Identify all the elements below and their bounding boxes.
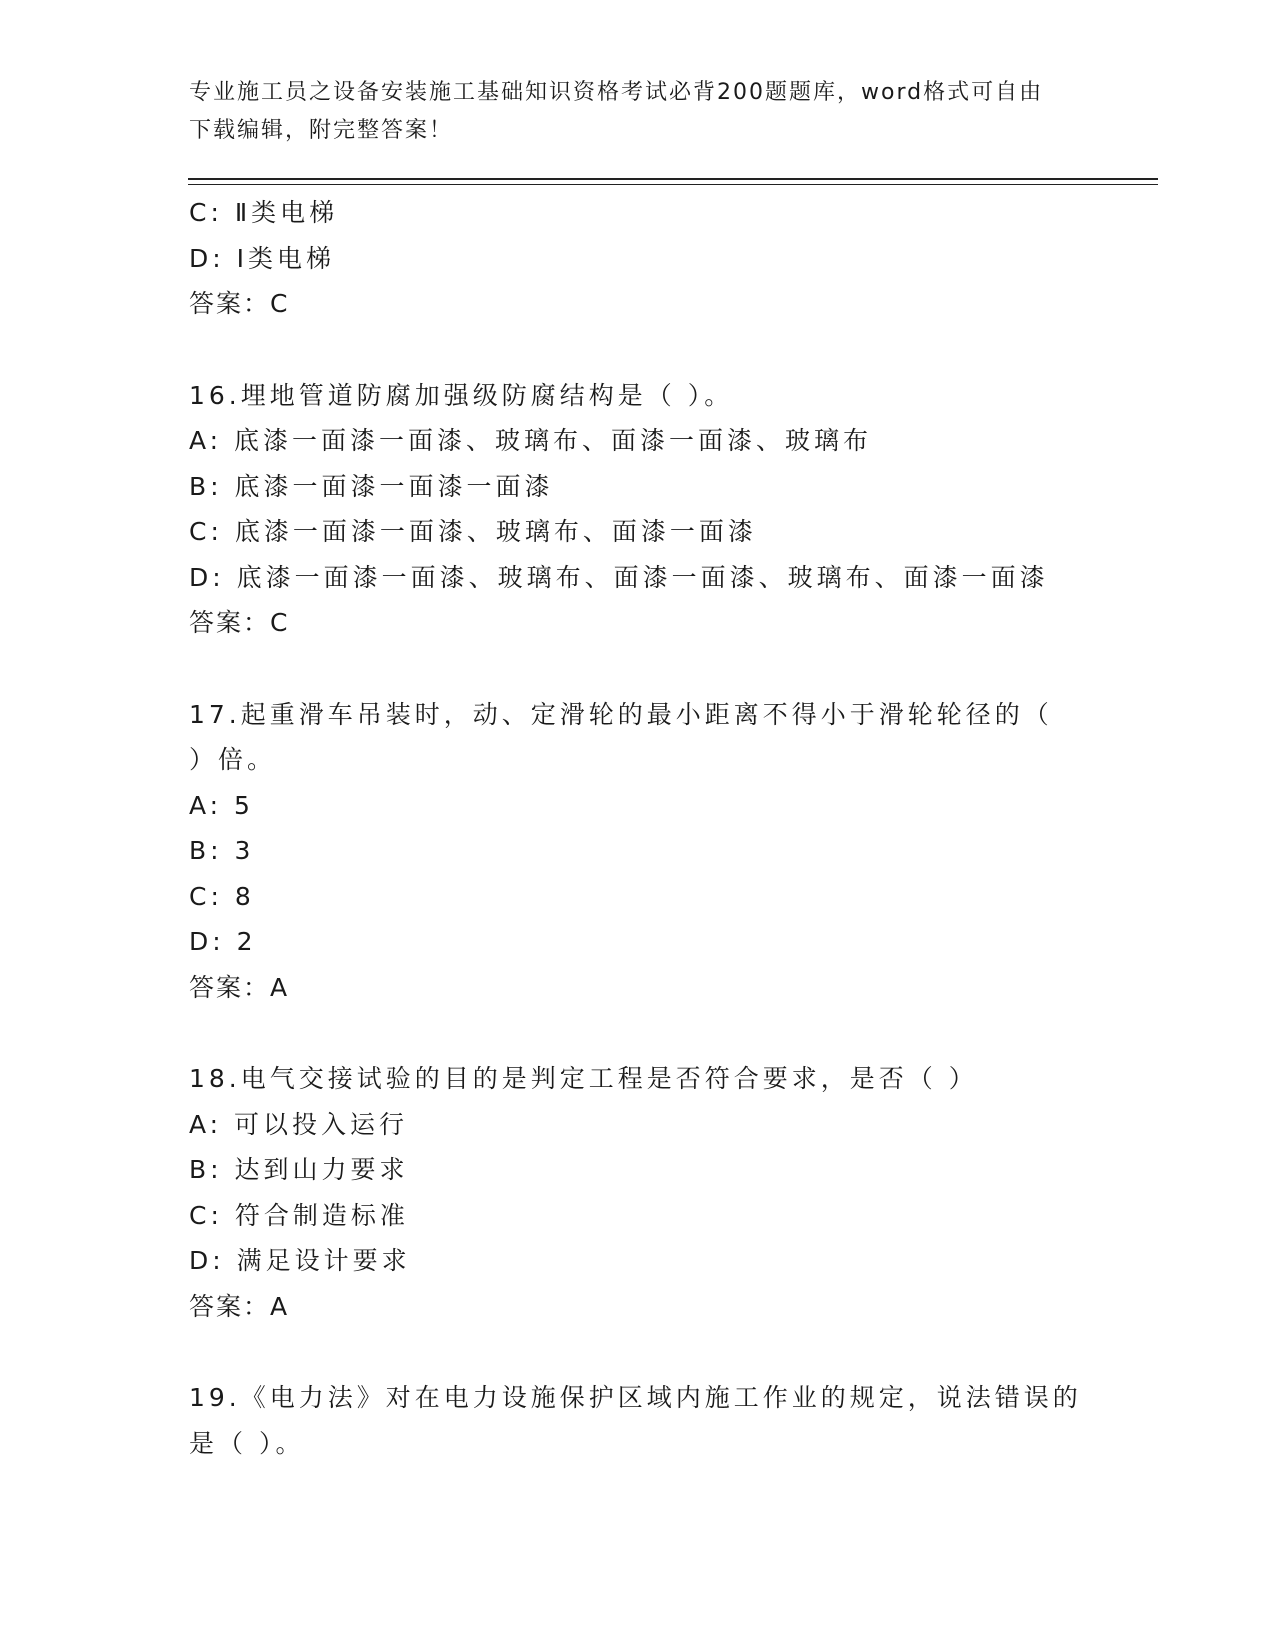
question-16-option-c: C: 底漆一面漆一面漆、玻璃布、面漆一面漆 xyxy=(189,517,757,546)
question-16-option-b: B: 底漆一面漆一面漆一面漆 xyxy=(189,471,554,501)
question-17-answer: 答案：A xyxy=(189,972,290,1002)
question-16-answer: 答案：C xyxy=(189,608,290,637)
question-16-option-a: A: 底漆一面漆一面漆、玻璃布、面漆一面漆、玻璃布 xyxy=(189,426,873,455)
spacer xyxy=(189,1329,1089,1375)
question-17-option-a: A: 5 xyxy=(189,790,254,820)
question-18-option-c: C: 符合制造标准 xyxy=(189,1200,409,1230)
header-line-1: 专业施工员之设备安装施工基础知识资格考试必背200题题库，word格式可自由 xyxy=(189,80,1044,105)
header-divider-thick xyxy=(188,178,1158,180)
spacer xyxy=(189,327,1089,373)
question-19-stem-line-1: 19.《电力法》对在电力设施保护区域内施工作业的规定，说法错误的 xyxy=(189,1383,1082,1412)
prev-answer: 答案：C xyxy=(189,289,290,318)
question-16-option-d: D: 底漆一面漆一面漆、玻璃布、面漆一面漆、玻璃布、面漆一面漆 xyxy=(189,562,1049,592)
question-18-answer: 答案：A xyxy=(189,1291,290,1321)
question-content xyxy=(189,190,1089,1466)
question-17-stem-line-2: ）倍。 xyxy=(189,745,277,774)
question-17-stem-line-1: 17.起重滑车吊装时，动、定滑轮的最小距离不得小于滑轮轮径的（ xyxy=(189,699,1053,729)
question-18-option-d: D: 满足设计要求 xyxy=(189,1246,411,1275)
question-18-option-b: B: 达到山力要求 xyxy=(189,1155,409,1184)
spacer xyxy=(189,1010,1089,1056)
question-16-stem: 16.埋地管道防腐加强级防腐结构是（ ）。 xyxy=(189,380,734,410)
document-header xyxy=(189,74,1089,150)
question-18-option-a: A: 可以投入运行 xyxy=(189,1109,409,1139)
question-19-stem-line-2: 是（ ）。 xyxy=(189,1428,305,1458)
prev-option-d: D: Ⅰ类电梯 xyxy=(189,243,335,273)
header-line-2: 下载编辑，附完整答案！ xyxy=(189,118,454,143)
spacer xyxy=(189,646,1089,692)
question-17-option-d: D: 2 xyxy=(189,927,257,956)
question-17-option-b: B: 3 xyxy=(189,836,255,865)
question-17-option-c: C: 8 xyxy=(189,881,255,911)
header-divider-thin xyxy=(188,184,1158,185)
question-18-stem: 18.电气交接试验的目的是判定工程是否符合要求，是否（ ） xyxy=(189,1064,978,1093)
prev-option-c: C: Ⅱ类电梯 xyxy=(189,198,339,227)
